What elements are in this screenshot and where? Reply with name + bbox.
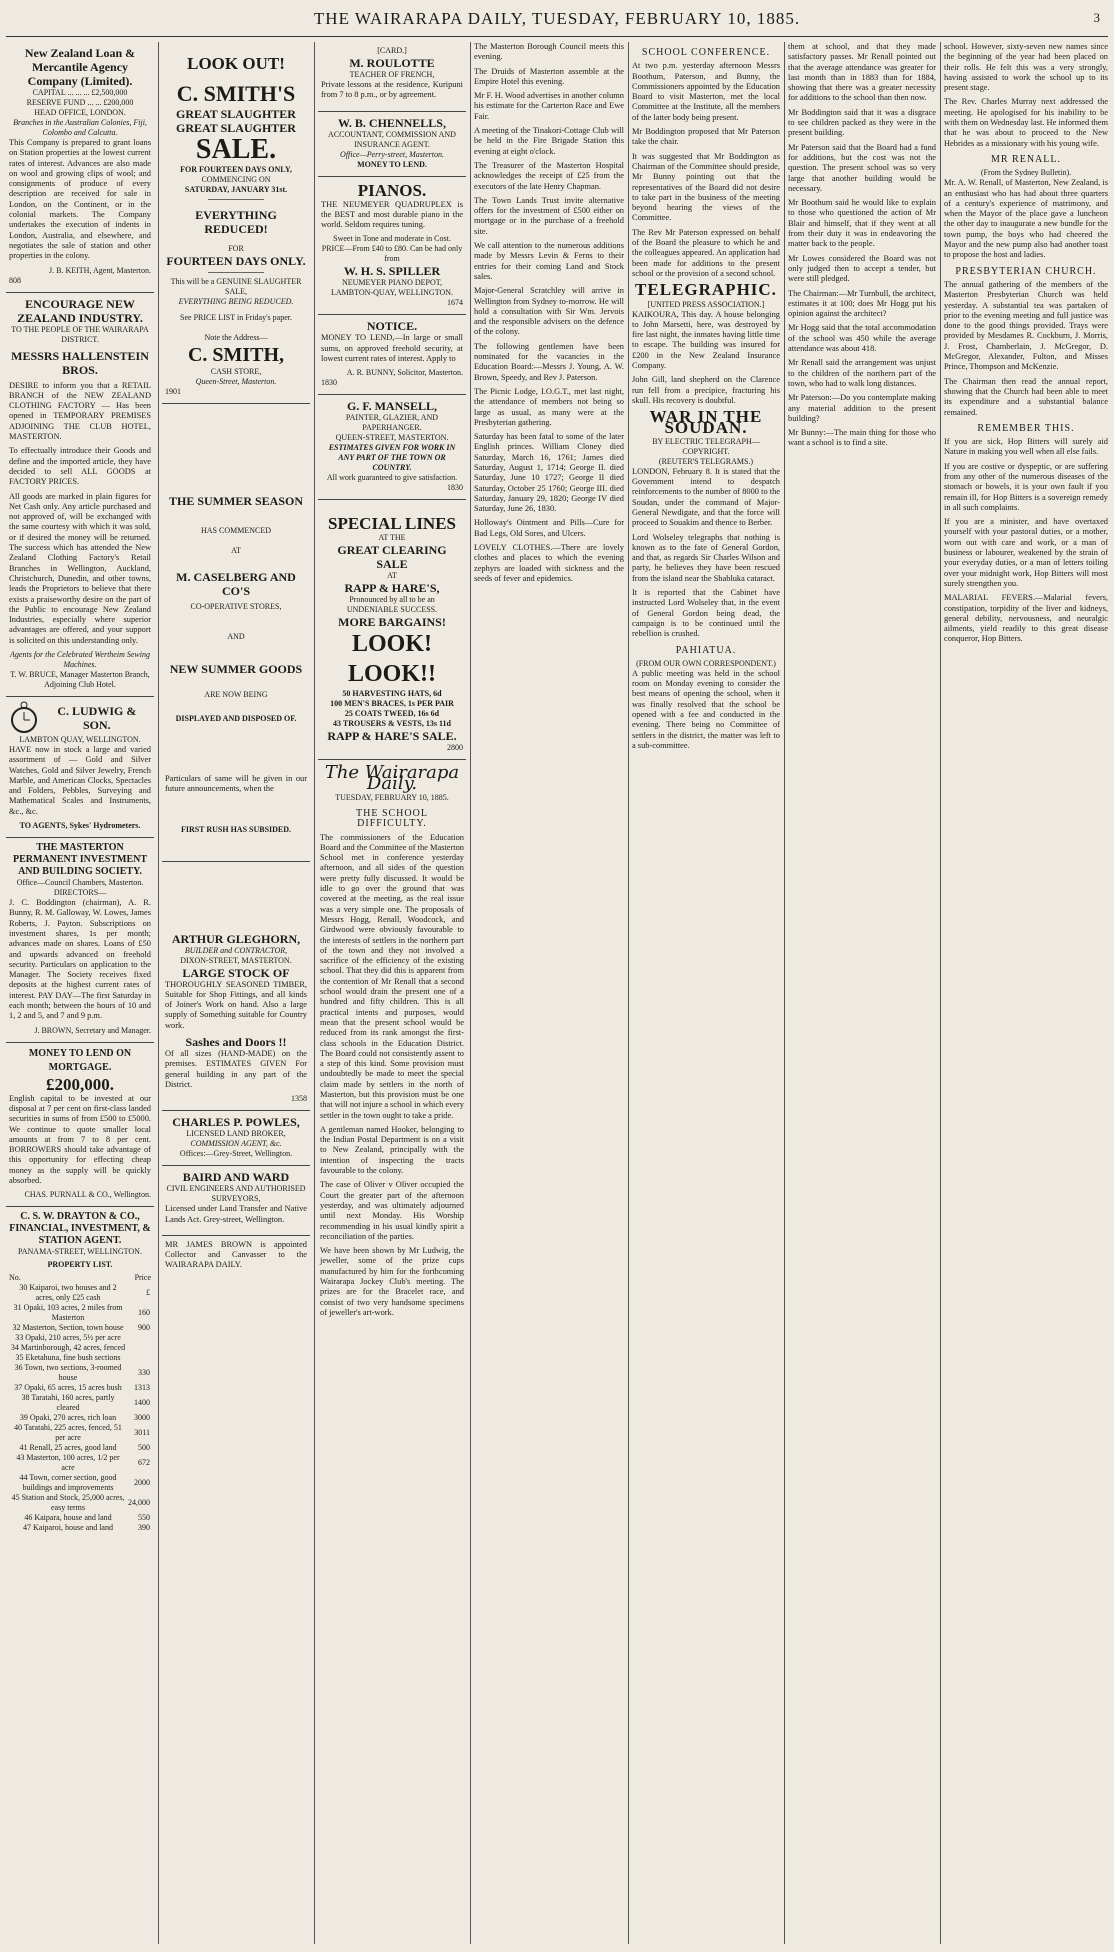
property-price: 1313 (134, 1383, 150, 1393)
property-row (9, 1343, 151, 1353)
firm-name: RAPP & HARE'S, (344, 581, 440, 596)
ad-code: 2800 (447, 743, 463, 753)
page-number: 3 (1093, 10, 1100, 25)
article-body: Mr Boothum said he would like to explain to those who questioned the action of Mr Blair and himself, that if they went at all from their duty it was in endeavoring the matter back to the people. (788, 198, 936, 249)
property-row (9, 1493, 151, 1513)
property-row (9, 1453, 151, 1473)
article-body: The case of Oliver v Oliver occupied the Court the greater part of the afternoon yesterday, and was ultimately adjourned until next Monday. His Worship recommending in his usual kindly spirit a reconciliation of the parties. (320, 1180, 464, 1241)
fourteen-heading: FOURTEEN DAYS ONLY. (166, 254, 306, 268)
property-description: 36 Town, two sections, 3-roomed house (14, 1363, 122, 1383)
article-body: The commissioners of the Education Board and the Committee of the Masterton School met in conference yesterday afternoon, and all sides of the question were pretty fully discussed. It would be idle to go over the ground that was covered at the meeting, as the real issue was a very simple one. The proposals of Messrs Hogg, Renall, Woodcock, and Girdwood were obviously favourable to the interests of settlers in the northern part of the town and they not involved a sacrifice of the efficiency of the existing school. That they did this is apparent from the contention of Mr Renall that a second school would drain the present one of a hundred and fifty children. This is all practical intents and purposes, would mean that the present school would be reduced from its rank amongst the first-class schools in the Education District. The Board could not consistently assent to a step of this kind. Some provision must undoubtedly be made to meet the special claim made by settlers in the north of Masterton, but this provision must be one that will not injure a school in which every settler in the town ought to take a pride. (320, 832, 464, 1120)
ad-body: This Company is prepared to grant loans on Station properties at the lowest current rates of interest. Advances are also made on wool and growing clips of wool; and consignments of produce of every description are received for sale in London, on the Continent, or in the colonial markets. The Company undertakes the execution of indents in London, Australia, and elsewhere, and negotiates the sale of station and other properties in the colony. (9, 138, 151, 261)
article-headline: SCHOOL CONFERENCE. (641, 47, 771, 58)
article-body: The Chairman then read the annual report, showing that the Church had been able to meet its expenditure and a substantial balance remained. (944, 376, 1108, 417)
firm-name: G. F. MANSELL, (347, 399, 437, 414)
property-price (127, 1353, 151, 1363)
firm-name: ARTHUR GLEGHORN, (171, 931, 301, 946)
property-description: 31 Opaki, 103 acres, 2 miles from Masterton (13, 1303, 123, 1323)
column-6 (788, 42, 936, 1944)
source-line: (From the Sydney Bulletin). (980, 168, 1072, 178)
property-price (127, 1343, 151, 1353)
price-line: PRICE—From £40 to £80. Can be had only from (321, 244, 463, 264)
property-price: 3000 (134, 1413, 150, 1423)
article-body: The annual gathering of the members of the Masterton Presbyterian Church was held yesterday. A substantial tea was partaken of prior to the evening meeting and full justice was done to the good things provided. Trays were provided by Mesdames R. Cockburn, J. Morris, J. Frost, Chamberlain, J. McGregor, D. McGregor, Alexander, Fulton, and Misses Prince, Thompson and McKenzie. (944, 279, 1108, 372)
office-line: HEAD OFFICE, LONDON. (34, 108, 126, 117)
ad-body: THE NEUMEYER QUADRUPLEX is the BEST and most durable piano in the world. Seldom requires tuning. (321, 199, 463, 230)
ad-code: 1358 (291, 1094, 307, 1104)
article-body: LONDON, February 8. It is stated that the Government intend to despatch reinforcements to the number of 8000 to the Soudan, under the command of Major-General Newdigate, and that the force will proceed to Souakim and thence to Berber. (632, 466, 780, 528)
article-body: Mr Lowes considered the Board was not only judged then to accept a tender, but were still pledged. (788, 253, 936, 284)
column-rule (784, 42, 785, 1944)
property-price (127, 1333, 151, 1343)
property-description: 35 Eketahuna, fine bush sections (15, 1353, 121, 1363)
ad-code: 1830 (447, 483, 463, 493)
ad-address: LAMBTON-QUAY, WELLINGTON. (331, 288, 453, 298)
trade-line: TEACHER OF FRENCH, (349, 70, 435, 79)
property-list (9, 1283, 151, 1533)
pianos-heading: PIANOS. (357, 180, 427, 200)
article-body: MALARIAL FEVERS.—Malarial fevers, constipation, torpidity of the liver and kidneys, general debility, nervousness, and neuralgic ailments, yield readily to this great disease conqueror, Hop Bitters. (944, 593, 1108, 644)
agent-line: COMMISSION AGENT, &c. (190, 1139, 282, 1149)
sale-heading: SALE. (195, 134, 277, 165)
column-rule (470, 42, 471, 1944)
firm-name: CHARLES P. POWLES, (172, 1115, 300, 1130)
ad-subtitle: TO THE PEOPLE OF THE WAIRARAPA DISTRICT. (11, 324, 149, 344)
branches-line: Branches in the Australian Colonies, Fiji, Colombo and Calcutta. (13, 118, 147, 137)
property-row (9, 1423, 151, 1443)
money-line: MONEY TO LEND. (357, 159, 427, 169)
date-line: SATURDAY, JANUARY 31st. (184, 185, 288, 194)
list-title: PROPERTY LIST. (47, 1260, 113, 1270)
property-description: 41 Renall, 25 acres, good land (19, 1443, 117, 1453)
property-row (9, 1473, 151, 1493)
sale-item: 100 MEN'S BRACES, 1s PER PAIR (330, 699, 454, 709)
trade-line: LICENSED LAND BROKER, (186, 1129, 286, 1139)
firm-name: C. LUDWIG & SON. (57, 703, 137, 732)
ad-address: Queen-Street, Masterton. (195, 377, 277, 386)
financial-agent-ad (6, 1207, 154, 1539)
trade-line: ACCOUNTANT, COMMISSION AND INSURANCE AGENT. (328, 129, 456, 149)
article-body: If you are a minister, and have overtaxed yourself with your pastoral duties, or a mother, worn out with care and work, or a man of business or labourer, weakened by the strain of your everyday duties, or a man of letters toiling over your midnight work, Hop Bitters will most surely strengthen you. (944, 517, 1108, 588)
property-description: 43 Masterton, 100 acres, 1/2 per acre (16, 1453, 120, 1473)
property-description: 37 Opaki, 65 acres, 15 acres bush (14, 1383, 122, 1393)
news-item: The Picnic Lodge, I.O.G.T., met last night, the attendance of members not being so large as usual, as many were at the Presbyterian gathering. (474, 386, 624, 427)
ad-title: ENCOURAGE NEW ZEALAND INDUSTRY. (17, 296, 143, 325)
article-body: At two p.m. yesterday afternoon Messrs Boothum, Paterson, and Bunny, the Commissioners appointed by the Education Board to visit Masterton, met the local Committee at the Institute, all the members of the latter body being present. (632, 61, 780, 122)
property-row (9, 1523, 151, 1533)
wire-line: BY ELECTRIC TELEGRAPH—COPYRIGHT. (652, 436, 760, 456)
being-line: ARE NOW BEING (204, 690, 268, 699)
property-description: 46 Kaipara, house and land (24, 1513, 112, 1523)
building-society-ad (6, 838, 154, 1043)
ad-body: All goods are marked in plain figures for Net Cash only. Any article purchased and not approved of, will be exchanged with the same courtesy with which it was sold, or if desired the money will be returned. The success which has attended the New Zealand Clothing Factory's Retail Branches in Wellington, Auckland, Christchurch, Dunedin, and other towns, leads the Proprietors to believe that there exists a praiseworthy desire on the part of the Public to encourage New Zealand Industries, especially where superior advantages are offered, and your support is solicited on this understanding only. (9, 491, 151, 645)
gleghorn-ad (162, 862, 310, 1112)
article-body: Mr Boddington proposed that Mr Paterson take the chair. (632, 127, 780, 147)
property-row (9, 1413, 151, 1423)
property-description: 38 Taratahi, 160 acres, partly cleared (21, 1393, 115, 1413)
property-description: 44 Town, corner section, good buildings and improvements (19, 1473, 117, 1493)
article-body: Lord Wolseley telegraphs that nothing is known as to the fate of General Gordon, and that, as regards Sir Charles Wilson and party, he believes they have been rescued from the island near the Shabluka cataract. (632, 532, 780, 583)
ad-body: English capital to be invested at our disposal at 7 per cent on first-class landed securities in sums of from £500 to £5000. We continue to quote smaller local amounts at from 7 to 8 per cent. BORROWERS should take advantage of this opportunity for effecting cheap money as the supply will be quickly absorbed. (9, 1093, 151, 1185)
property-price: 3011 (134, 1428, 150, 1438)
commencing-line: COMMENCING ON (201, 175, 271, 184)
property-row (9, 1303, 151, 1323)
rapp-hare-ad (318, 500, 466, 760)
property-row (9, 1283, 151, 1303)
news-item: The Masterton Borough Council meets this evening. (474, 42, 624, 62)
office-line: Offices:—Grey-Street, Wellington. (179, 1149, 293, 1159)
trade-line: CIVIL ENGINEERS AND AUTHORISED SURVEYORS, (166, 1184, 306, 1204)
property-price: 500 (138, 1443, 150, 1453)
and-line: AND (227, 632, 245, 641)
correspondent-line: (FROM OUR OWN CORRESPONDENT.) (636, 658, 776, 668)
property-row (9, 1383, 151, 1393)
property-description: 45 Station and Stock, 25,000 acres, easy terms (11, 1493, 125, 1513)
ad-agents: Agents for the Celebrated Wertheim Sewing Machines. (10, 649, 150, 669)
news-item: We call attention to the numerous additions made by Messrs Levin & Ferns to their entries for their coming Land and Stock sales. (474, 241, 624, 281)
note-line: Note the Address— (204, 333, 268, 342)
firm-name: RAPP & HARE'S SALE. (327, 729, 457, 744)
sale-item: 25 COATS TWEED, 16s 6d (344, 709, 440, 719)
ad-body: To effectually introduce their Goods and define and the imported article, they have decided to sell ALL GOODS at FACTORY PRICES. (9, 446, 151, 487)
property-row (9, 1513, 151, 1523)
reduced-heading: EVERYTHING REDUCED! (195, 208, 277, 236)
goods-heading: NEW SUMMER GOODS (169, 662, 303, 676)
property-price: £ (146, 1288, 150, 1298)
property-row (9, 1443, 151, 1453)
estimates-line: ESTIMATES GIVEN FOR WORK IN ANY PART OF THE TOWN OR COUNTRY. (328, 443, 456, 473)
firm-name: C. SMITH, (187, 344, 285, 366)
article-headline: THE SCHOOL DIFFICULTY. (356, 807, 428, 830)
column-rule (940, 42, 941, 1944)
article-body: The Chairman:—Mr Turnbull, the architect, estimates it at 100; does Mr Hogg put his opinion against the architect? (788, 288, 936, 319)
powles-ad (162, 1111, 310, 1166)
caselberg-ad (162, 404, 310, 862)
firm-name: BAIRD AND WARD (182, 1170, 290, 1185)
editorial (318, 760, 466, 1326)
property-price: 1400 (134, 1398, 150, 1408)
ad-title: MONEY TO LEND ON MORTGAGE. (28, 1047, 132, 1073)
ad-signature: A. R. BUNNY, Solicitor, Masterton. (346, 368, 463, 378)
ad-body: DESIRE to inform you that a RETAIL BRANCH of the NEW ZEALAND CLOTHING FACTORY — Has been opened in TEMPORARY PREMISES ADJOINING THE CLUB HOTEL, MASTERTON. (9, 380, 151, 442)
article-body: Mr Renall said the arrangement was unjust to the children of the northern part of the town, who had to walk long distances. (788, 358, 936, 388)
sashes-heading: Sashes and Doors !! (185, 1035, 287, 1050)
column-1 (6, 42, 154, 1944)
ad-office: PANAMA-STREET, WELLINGTON. (18, 1247, 142, 1257)
association-line: [UNITED PRESS ASSOCIATION.] (647, 299, 765, 309)
article-body: Mr Paterson said that the Board had a fund for additions, but the cost was not the question. The present school was so very large that another building would be necessary. (788, 142, 936, 193)
notice-ad (318, 315, 466, 395)
firm-name: W. H. S. SPILLER (343, 264, 441, 279)
amount: £200,000. (46, 1074, 114, 1094)
baird-ward-ad (162, 1166, 310, 1236)
column-7 (944, 42, 1108, 1944)
article-body: A public meeting was held in the school room on Monday evening to consider the best means of opening the school, when it was finally resolved that the school be opened with a fee and conducted in the evening. There being no Committee of settlers in the district, the matter was left to a sub-committee. (632, 668, 780, 750)
article-body: Mr. A. W. Renall, of Masterton, New Zealand, is an enthusiast who has had about three quarters of a century's experience of matrimony, and when the Mayor of the place gave a luncheon the other day to inaugurate a new bundle for the town pump, the boys who had cheered the Mayor and the new pump also had another toast to propose the host and ladies. (944, 178, 1108, 260)
firm-name: W. B. CHENNELLS, (338, 115, 446, 130)
paper-date: TUESDAY, FEBRUARY 10, 1885. (335, 792, 449, 802)
article-body: If you are costive or dyspeptic, or are suffering from any other of the numerous diseases of the stomach or bowels, it is your own fault if you remain ill, for Hop Bitters is a sovereign remedy in all such complaints. (944, 461, 1108, 512)
property-price: 160 (138, 1308, 150, 1318)
ad-code: 1674 (447, 298, 463, 308)
column-5 (632, 42, 780, 1944)
ad-body: MONEY TO LEND,—In large or small sums, on approved freehold security, at lowest current rates of interest. Apply to (321, 333, 463, 364)
ad-address: LAMBTON QUAY, WELLINGTON. (19, 734, 141, 744)
notice-heading: NOTICE. (366, 319, 418, 334)
ad-firm: CHAS. PURNALL & CO., Wellington. (24, 1190, 151, 1200)
trade-line: PAINTER, GLAZIER, AND PAPERHANGER. (345, 413, 439, 433)
pianos-ad (318, 177, 466, 316)
ad-body: MR JAMES BROWN is appointed Collector and Canvasser to the WAIRARAPA DAILY. (165, 1239, 307, 1270)
property-row (9, 1393, 151, 1413)
guarantee-line: All work guaranteed to give satisfaction. (326, 473, 458, 483)
ad-title: New Zealand Loan & Mercantile Agency Company (Limited). (24, 46, 136, 88)
masthead-rule (6, 36, 1108, 37)
coop-line: CO-OPERATIVE STORES, (190, 602, 282, 611)
firm-name: M. CASELBERG AND CO'S (176, 570, 296, 598)
special-heading: SPECIAL LINES (327, 514, 457, 534)
lookout-heading: LOOK OUT! (187, 54, 285, 73)
ad-agent: J. B. KEITH, Agent, Masterton. (49, 265, 151, 275)
everything-line: EVERYTHING BEING REDUCED. (178, 297, 294, 306)
great-slaughter: GREAT SLAUGHTER (176, 121, 296, 135)
masthead (0, 0, 1114, 38)
article-body: KAIKOURA, This day. A house belonging to John Marsetti, here, was destroyed by fire last night, the inmates having little time to escape. The building was insured for £200 in the New Zealand Insurance Company. (632, 309, 780, 371)
column-3 (318, 42, 466, 1944)
article-body: The Rev Mr Paterson expressed on behalf of the Board the pleasure to which he and the colleagues appeared. An application had been made for additions to the present school or the provision of a second school. (632, 227, 780, 278)
article-body: If you are sick, Hop Bitters will surely aid Nature in making you well when all else fails. (944, 437, 1108, 457)
article-body: Mr Bunny:—The main thing for those who want a school is to find a site. (788, 428, 936, 448)
article-body: It was suggested that Mr Boddington as Chairman of the Committee should preside, Mr Bunny pointing out that the representatives of the Board did not desire to take part in the business of the meeting beyond hearing the views of the Committee. (632, 151, 780, 223)
pronounced-line: Pronounced by all to be an (349, 595, 435, 605)
article-body: them at school, and that they made satisfactory passes. Mr Renall pointed out that the average attendance was greater for last month than in 1883 than for 1884, showing that there was a greater necessity for additions to the school than then now. (788, 42, 936, 103)
article-body: Mr Paterson:—Do you contemplate making any material addition to the present building? (788, 393, 936, 423)
at-line: AT (387, 571, 397, 581)
for-line: FOR (228, 244, 244, 253)
property-description: 32 Masterton, Section, town house (12, 1323, 124, 1333)
at-line: AT THE (378, 533, 406, 543)
roulotte-card (318, 42, 466, 112)
property-price: 550 (138, 1513, 150, 1523)
at-line: AT (231, 546, 241, 555)
look-heading: LOOK! LOOK!! (348, 631, 436, 688)
ad-title: C. S. W. DRAYTON & CO., FINANCIAL, INVESTMENT, & STATION AGENT. (9, 1211, 151, 1247)
money-lend-ad (6, 1043, 154, 1208)
column-rule (158, 42, 159, 1944)
article-body: It is reported that the Cabinet have instructed Lord Wolseley that, in the event of General Gordon being dead, the campaign is to be continued until the rebellion is crushed. (632, 588, 780, 639)
reuter-line: (REUTER'S TELEGRAMS.) (658, 456, 754, 466)
property-description: 34 Martinborough, 42 acres, fenced (10, 1343, 126, 1353)
property-row (9, 1363, 151, 1383)
ad-address: DIXON-STREET, MASTERTON. (180, 955, 292, 965)
ad-manager: T. W. BRUCE, Manager Masterton Branch, Adjoining Club Hotel. (10, 669, 150, 689)
sale-item: 50 HARVESTING HATS, 6d (342, 689, 442, 699)
newspaper-title: THE WAIRARAPA DAILY, TUESDAY, FEBRUARY 10, 1885. (313, 9, 801, 28)
ad-agents: TO AGENTS, Sykes' Hydrometers. (19, 821, 141, 831)
property-description: 47 Kaiparoi, house and land (23, 1523, 113, 1533)
pricelist-line: See PRICE LIST in Friday's paper. (180, 313, 292, 322)
article-body: We have been shown by Mr Ludwig, the jeweller, some of the prize cups manufactured by him for the forthcoming Wairarapa Jockey Club's meeting. The prizes are for the Bracelet race, and consist of two very handsome specimens of jeweller's art-work. (320, 1246, 464, 1317)
renall-headline: MR RENALL. (991, 153, 1061, 165)
telegraphic-headline: TELEGRAPHIC. (635, 280, 777, 300)
remember-headline: REMEMBER THIS. (977, 422, 1075, 434)
news-item: Saturday has been fatal to some of the later English princes. William Cloney died Saturday, March 16, 1761; James died Saturday, August 1, 1714; George II. died Saturday, June 10 1727; George II died Saturday, October 25 1760; George III. died Saturday, January 29, 1820; George IV died Saturday, June 26, 1830. (474, 432, 624, 514)
column-rule (314, 42, 315, 1944)
property-price: 390 (138, 1523, 150, 1533)
ad-title: THE MASTERTON PERMANENT INVESTMENT AND BUILDING SOCIETY. (13, 842, 147, 878)
firm-name: C. SMITH'S (176, 81, 296, 106)
days-line: FOR FOURTEEN DAYS ONLY, (180, 165, 292, 174)
ad-body: THOROUGHLY SEASONED TIMBER, Suitable for Shop Fittings, and all kinds of Joiner's Work on hand. Also a large supply of Something suitable for Country work. (165, 979, 307, 1030)
ad-body: Licensed under Land Transfer and Native Lands Act. Grey-street, Wellington. (165, 1204, 307, 1224)
ad-code: 808 (9, 275, 21, 285)
article-body: John Gill, land shepherd on the Clarence run fell from a precipice, fracturing his skull. His recovery is doubtful. (632, 375, 780, 405)
agent-line: NEUMEYER PIANO DEPOT, (341, 278, 443, 288)
mansell-ad (318, 395, 466, 500)
firm-name: M. ROULOTTE (349, 56, 435, 70)
great-slaughter: GREAT SLAUGHTER (176, 107, 296, 121)
property-row (9, 1333, 151, 1343)
genuine-line: This will be a GENUINE SLAUGHTER SALE, (170, 277, 302, 296)
article-body: Mr Boddington said that it was a disgrace to see children packed as they were in the present building. (788, 107, 936, 138)
presbyterian-headline: PRESBYTERIAN CHURCH. (955, 265, 1097, 277)
article-body: The Rev. Charles Murray next addressed the meeting. He apologised for his inability to be with them on Wednesday last. He informed them that he was about to proceed to the New Hebrides as a missionary with his young wife. (944, 97, 1108, 148)
pahiatua-headline: PAHIATUA. (675, 644, 737, 656)
undeniable-line: UNDENIABLE SUCCESS. (346, 605, 438, 615)
article-body: school. However, sixty-seven new names since the beginning of the year had been placed on their rolls. He felt this was a very strongly, having assisted to work the school up to its present stage. (944, 42, 1108, 93)
ad-office: Office—Council Chambers, Masterton. DIRECTORS— (16, 878, 144, 898)
news-item: Major-General Scratchley will arrive in Wellington from Sydney to-morrow. He will hold a consultation with Sir Wm. Jervois and the responsible advisers on the defence of the colony. (474, 286, 624, 337)
ad-code: 1830 (321, 378, 337, 388)
ludwig-ad (6, 697, 154, 838)
ad-body: J. C. Boddington (chairman), A. R. Bunny, R. M. Galloway, W. Lowes, James Roberts, J. Payton. Subscriptions on investment shares, 1s per month; advances made on shares. Loans of £50 and upwards advanced on freehold security. Particulars on application to the Manager. The Society receives fixed deposits at the highest current rates of interest. PAY DAY—The first Saturday in each month; between the hours of 10 and 1, 2 and 5, and 7 and 9 p.m. (9, 898, 151, 1021)
rush-line: FIRST RUSH HAS SUBSIDED. (180, 824, 292, 834)
war-headline: WAR IN THE SOUDAN. (649, 407, 763, 437)
column-rule (628, 42, 629, 1944)
ad-address: QUEEN-STREET, MASTERTON. (335, 433, 449, 443)
property-price: 24,000 (128, 1498, 150, 1508)
news-item: The Town Lands Trust invite alternative offers for the investment of £500 either on mortgage or in the purchase of a freehold site. (474, 195, 624, 236)
ad-body: HAVE now in stock a large and varied assortment of — Gold and Silver Watches, Gold and Silver Jewelry, French Marble, and American Clocks, Spectacles and Folders, Pebbles, Surveying and Mathematical Scales and Instruments, &c., &c. (9, 744, 151, 816)
property-description: 30 Kaiparoi, two houses and 2 acres, only £25 cash (19, 1283, 117, 1303)
reserve-line: RESERVE FUND ... ... £200,000 (26, 98, 134, 107)
office-line: Office—Perry-street, Masterton. (340, 149, 444, 159)
article-body: Mr Hogg said that the total accommodation of the school was 450 while the average attendance was about 418. (788, 323, 936, 354)
property-row (9, 1323, 151, 1333)
brown-notice (162, 1236, 310, 1281)
stock-heading: LARGE STOCK OF (182, 965, 290, 980)
ad-secretary: J. BROWN, Secretary and Manager. (34, 1025, 151, 1035)
firm-name: MESSRS HALLENSTEIN BROS. (11, 348, 149, 377)
property-description: 33 Opaki, 210 acres, 5½ per acre (15, 1333, 121, 1343)
watch-icon (9, 701, 39, 735)
no-header: No. (9, 1273, 21, 1283)
bargains-heading: MORE BARGAINS! (338, 615, 446, 630)
article-body: A gentleman named Hooker, belonging to the Indian Postal Department is on a visit to New Zealand, principally with the intention of inspecting the tracts favourable to the colony. (320, 1124, 464, 1176)
property-price: 330 (138, 1368, 150, 1378)
news-item: The Druids of Masterton assemble at the Empire Hotel this evening. (474, 66, 624, 86)
ad-body: Of all sizes (HAND-MADE) on the premises. ESTIMATES GIVEN For general building in any part of the District. (165, 1049, 307, 1089)
commenced-line: HAS COMMENCED (200, 526, 271, 535)
news-item: A meeting of the Tinakori-Cottage Club will be held in the Fire Brigade Station this evening at eight o'clock. (474, 126, 624, 156)
chennells-ad (318, 112, 466, 177)
column-4 (474, 42, 624, 1944)
sweet-line: Sweet in Tone and moderate in Cost. (333, 234, 451, 244)
sale-heading: GREAT CLEARING SALE (337, 543, 447, 572)
news-item: Holloway's Ointment and Pills—Cure for Bad Legs, Old Sores, and Ulcers. (474, 518, 624, 538)
news-item: LOVELY CLOTHES.—There are lovely clothes and places to which the evening zephyrs are loaded with sickness and the seeds of fever and epidemics. (474, 543, 624, 583)
news-item: The Treasurer of the Masterton Hospital acknowledges the receipt of £25 from the executors of the late Henry Chapman. (474, 160, 624, 191)
property-price: 672 (138, 1458, 150, 1468)
loan-agency-ad (6, 42, 154, 293)
property-price: 900 (138, 1323, 150, 1333)
displayed-line: DISPLAYED AND DISPOSED OF. (175, 714, 297, 723)
price-header: Price (134, 1273, 151, 1283)
column-2 (162, 42, 310, 1944)
particulars-line: Particulars of same will be given in our future announcements, when the (165, 774, 307, 794)
hallenstein-ad (6, 293, 154, 697)
news-item: Mr F. H. Wood advertises in another column his estimate for the Carterton Race and Ewe Fair. (474, 91, 624, 121)
summer-heading: THE SUMMER SEASON (168, 494, 304, 508)
news-item: The following gentlemen have been nominated for the vacancies in the Education Board:—Messrs J. Young, A. W. Brown, Speedy, and Rev J. Paterson. (474, 341, 624, 382)
property-description: 39 Opaki, 270 acres, rich loan (19, 1413, 117, 1423)
capital-line: CAPITAL ... ... ... £2,500,000 (32, 88, 128, 97)
property-row (9, 1353, 151, 1363)
trade-line: BUILDER and CONTRACTOR, (184, 945, 288, 955)
property-description: 40 Taratahi, 225 acres, fenced, 51 per acre (14, 1423, 122, 1443)
paper-title: The Wairarapa Daily. (324, 762, 460, 794)
ad-code: 1901 (165, 387, 181, 396)
sale-item: 43 TROUSERS & VESTS, 13s 11d (333, 719, 451, 729)
card-label: [CARD.] (377, 46, 407, 55)
cash-store: CASH STORE, (210, 367, 262, 376)
property-price: 2000 (134, 1478, 150, 1488)
smith-sale-ad (162, 42, 310, 404)
ad-body: Private lessons at the residence, Kuripuni from 7 to 8 p.m., or by agreement. (321, 80, 463, 100)
